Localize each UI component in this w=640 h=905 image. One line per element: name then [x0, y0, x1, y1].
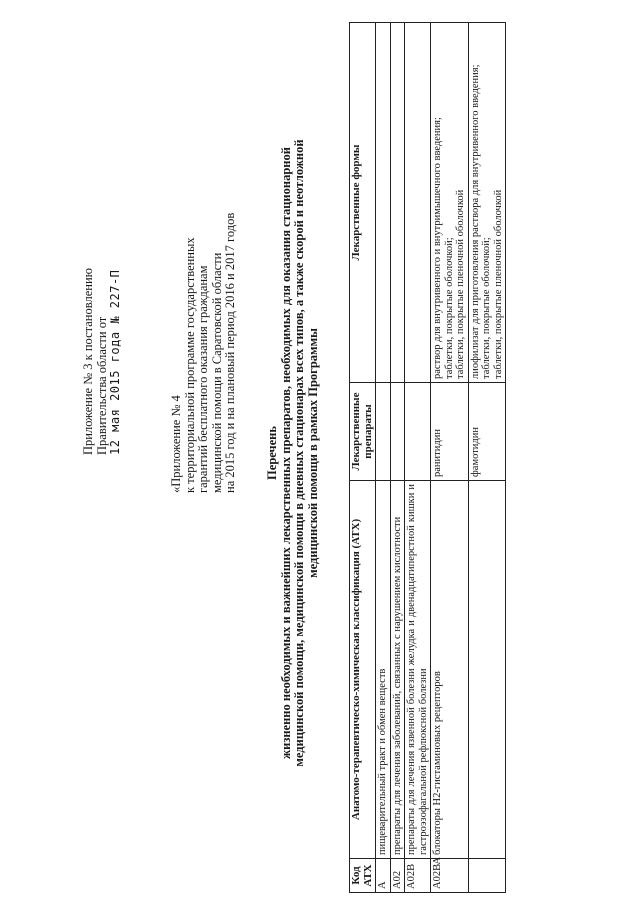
- title-line-4: медицинской помощи в рамках Программы: [305, 328, 320, 578]
- table-row: [405, 23, 431, 893]
- appendix-reference: [170, 213, 238, 493]
- forms-cell: [405, 23, 431, 383]
- dosage-form: таблетки, покрытые оболочкой;: [443, 237, 455, 379]
- forms-cell: [431, 23, 469, 383]
- title-line-1: Перечень: [265, 426, 279, 480]
- atx-code-cell: [468, 859, 506, 893]
- decree-line-2: Правительства области от: [94, 316, 109, 455]
- atx-class-cell: препараты для лечения заболеваний, связанных с нарушением кислотности: [390, 481, 405, 859]
- forms-cell: [376, 23, 391, 383]
- decree-reference: [82, 268, 123, 455]
- dosage-form: таблетки, покрытые пленочной оболочкой: [455, 189, 466, 379]
- header-code: Код АТХ: [350, 859, 376, 893]
- drug-table: [349, 22, 506, 893]
- drug-name-cell: [376, 383, 391, 481]
- appendix-line-1: «Приложение № 4: [169, 395, 183, 493]
- appendix-line-3: гарантий бесплатного оказания гражданам: [196, 265, 210, 493]
- drug-name-cell: [405, 383, 431, 481]
- decree-line-1: Приложение № 3 к постановлению: [81, 268, 95, 455]
- header-forms: Лекарственные формы: [350, 23, 376, 383]
- forms-cell: [468, 23, 506, 383]
- appendix-line-4: медицинской помощи в Саратовской области: [209, 252, 224, 493]
- header-class: Анатомо-терапевтическо-химическая классификация (АТХ): [350, 481, 376, 859]
- appendix-line-5: на 2015 год и на плановый период 2016 и 2017 годов: [223, 212, 237, 493]
- header-drugs: Лекарственные препараты: [350, 383, 376, 481]
- table-row: [468, 23, 506, 893]
- table-header-row: [350, 23, 376, 893]
- dosage-form: лиофилизат для приготовления раствора для внутривенного введения;: [469, 64, 481, 379]
- atx-code-cell: А02: [390, 859, 405, 893]
- dosage-form: таблетки, покрытые пленочной оболочкой: [492, 189, 504, 379]
- drug-name-cell: [390, 383, 405, 481]
- dosage-form: раствор для внутривенного и внутримышечного введения;: [432, 117, 443, 379]
- drug-name-cell: ранитидин: [431, 383, 469, 481]
- atx-class-cell: [468, 481, 506, 859]
- title-line-3: медицинской помощи, медицинской помощи в дневных стационарах всех типов, а также скорой и неотложной: [292, 139, 306, 767]
- atx-class-cell: пищеварительный тракт и обмен веществ: [376, 481, 391, 859]
- drug-name-cell: фамотидин: [468, 383, 506, 481]
- title-line-2: жизненно необходимых и важнейших лекарственных препаратов, необходимых для оказания стационарной: [278, 147, 293, 759]
- table-row: [376, 23, 391, 893]
- atx-code-cell: А02В: [405, 859, 431, 893]
- decree-date: 12 мая 2015 года № 227-П: [108, 269, 122, 455]
- table-row: [431, 23, 469, 893]
- atx-code-cell: А02ВА: [431, 859, 469, 893]
- dosage-form: таблетки, покрытые оболочкой;: [481, 237, 492, 379]
- document-title: [266, 13, 320, 893]
- atx-class-cell: препараты для лечения язвенной болезни желудка и двенадцатиперстной кишки и гастроэзофагальной рефлюксной болезни: [405, 481, 431, 859]
- appendix-line-2: к территориальной программе государственных: [182, 237, 197, 493]
- table-row: [390, 23, 405, 893]
- atx-class-cell: блокаторы Н2-гистаминовых рецепторов: [431, 481, 469, 859]
- atx-code-cell: А: [376, 859, 391, 893]
- forms-cell: [390, 23, 405, 383]
